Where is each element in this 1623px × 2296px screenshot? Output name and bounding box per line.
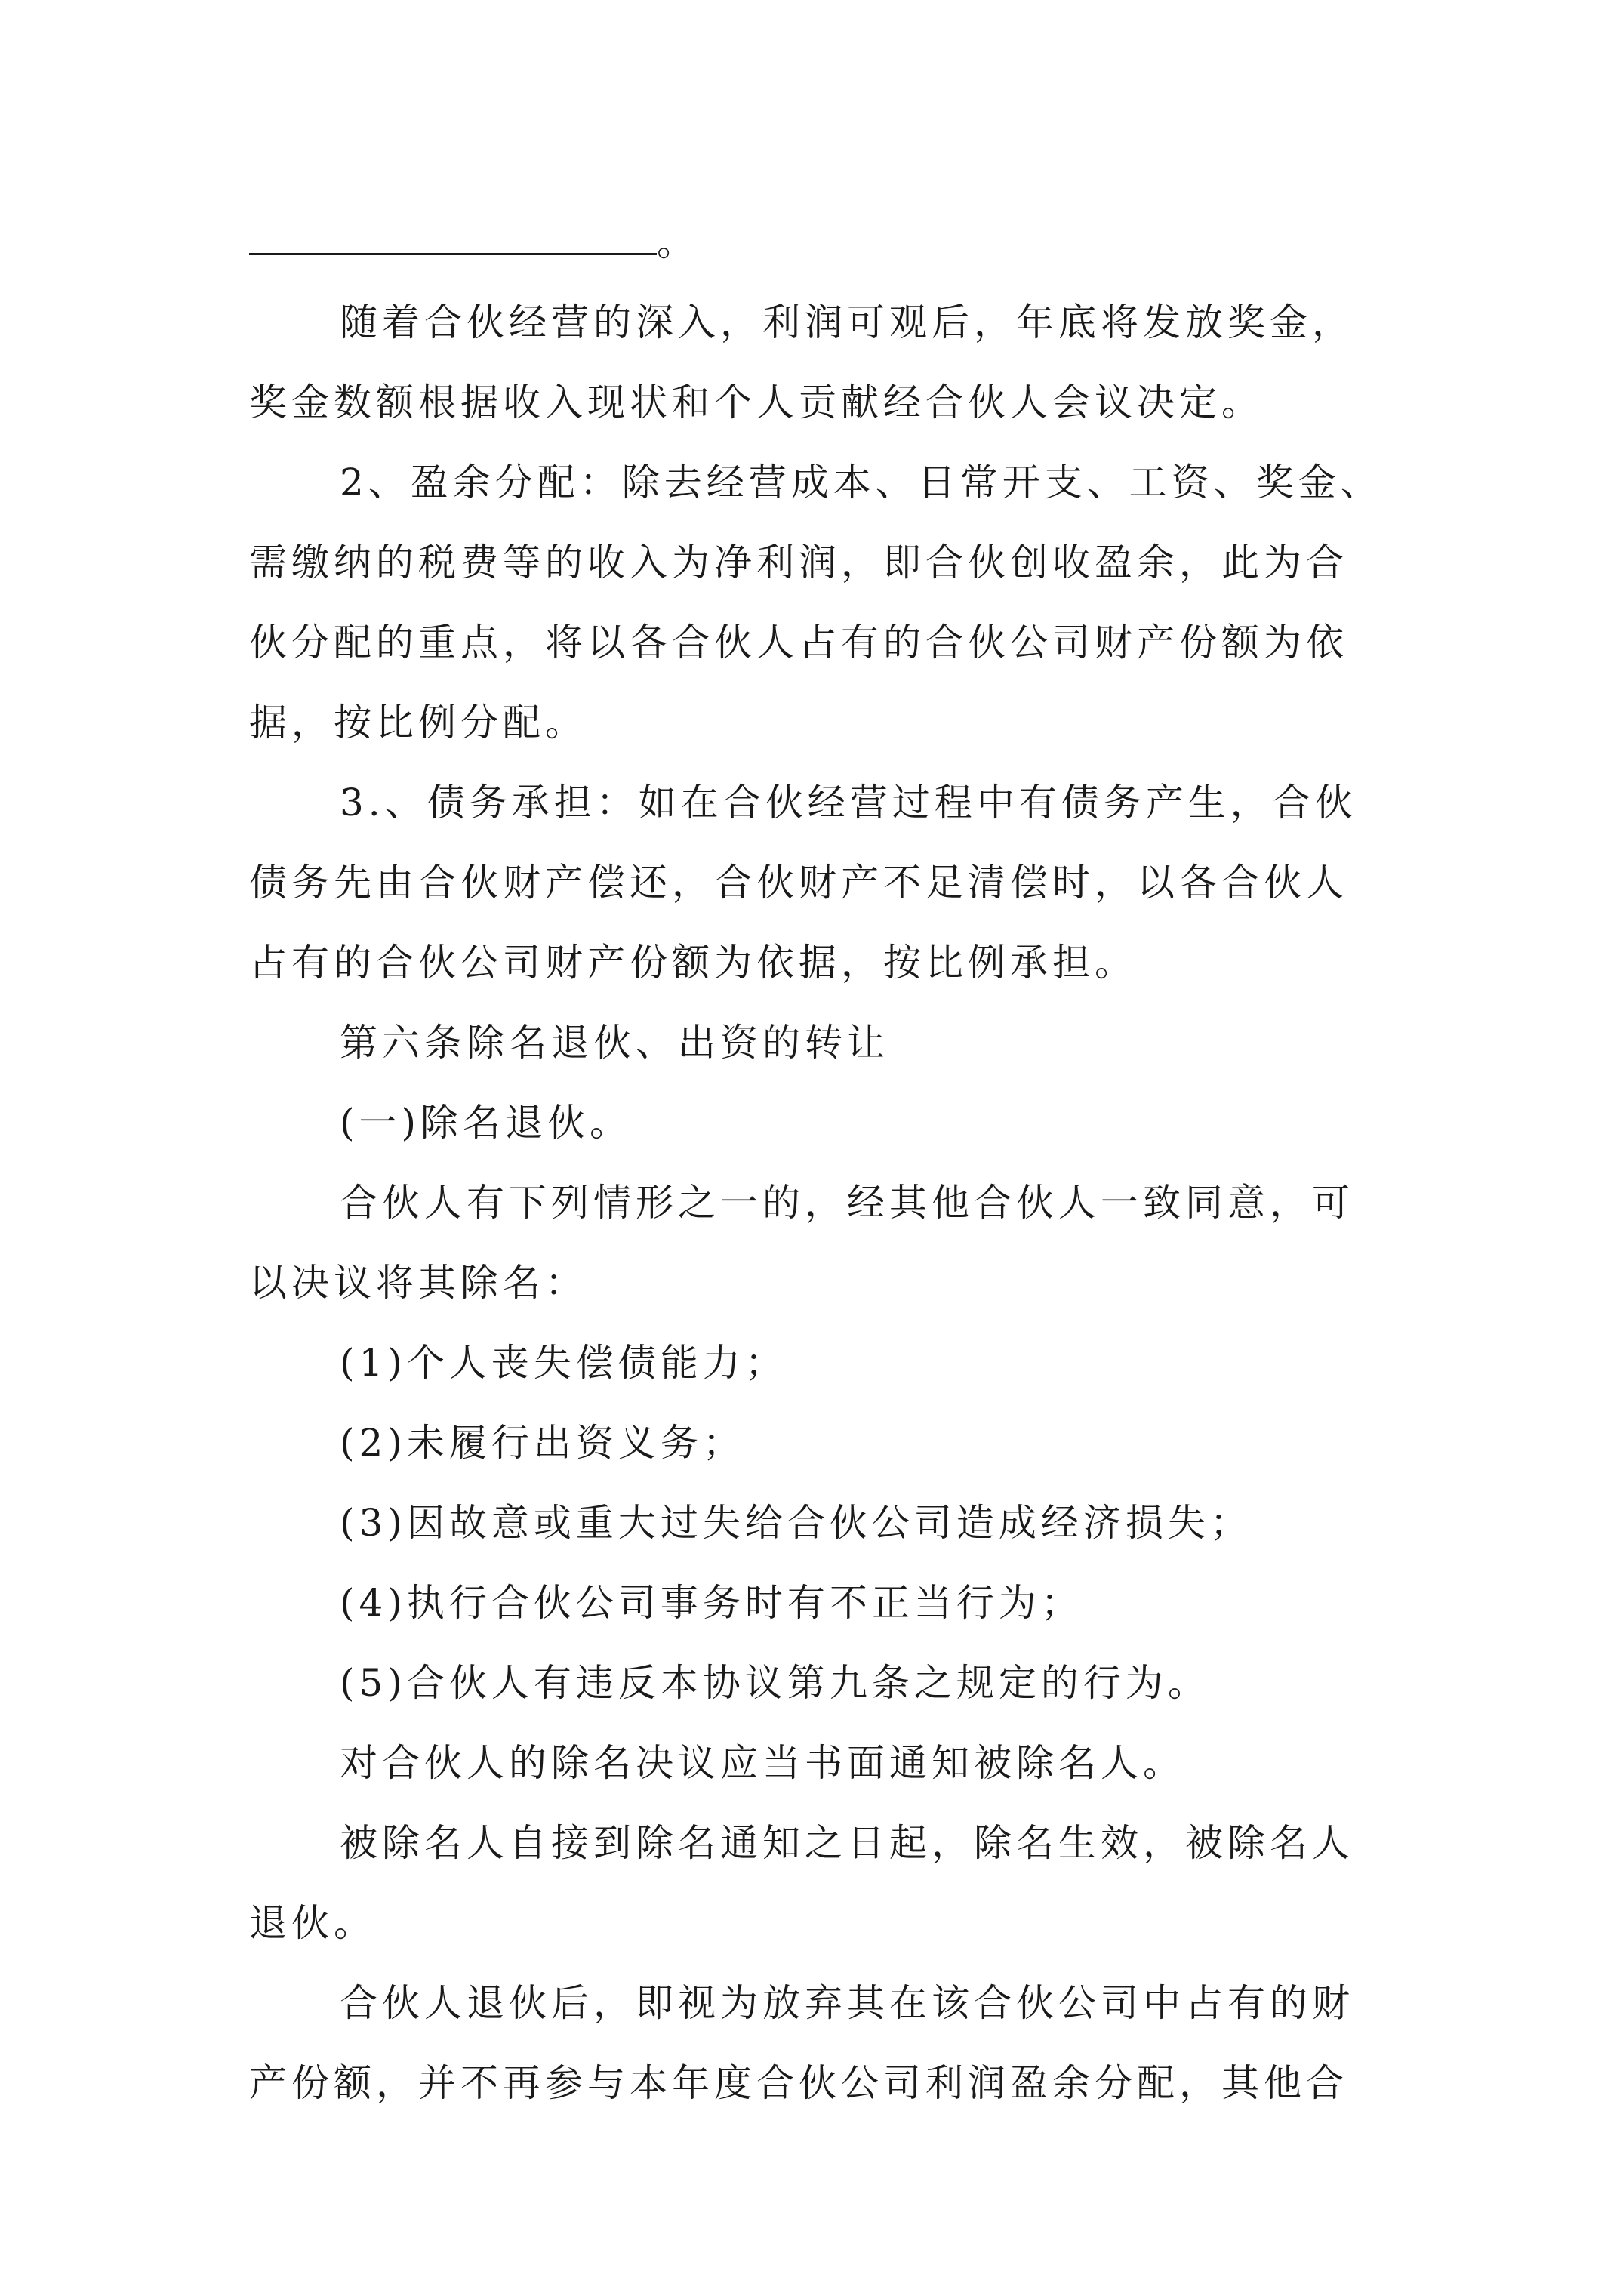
paragraph-line: 以决议将其除名： xyxy=(249,1261,587,1305)
subsection-heading: (一)除名退伙。 xyxy=(340,1101,633,1145)
blank-underline xyxy=(249,209,657,255)
paragraph-line: 3.、债务承担：如在合伙经营过程中有债务产生，合伙 xyxy=(340,781,1357,824)
paragraph-line: 产份额，并不再参与本年度合伙公司利润盈余分配，其他合 xyxy=(249,2061,1348,2105)
paragraph-line: 需缴纳的税费等的收入为净利润，即合伙创收盈余，此为合 xyxy=(249,541,1348,584)
paragraph-line: 对合伙人的除名决议应当书面通知被除名人。 xyxy=(340,1741,1185,1785)
list-item: (4)执行合伙公司事务时有不正当行为； xyxy=(340,1581,1083,1625)
fill-in-blank-line xyxy=(249,202,1381,282)
section-heading: 第六条除名退伙、出资的转让 xyxy=(340,1021,889,1065)
paragraph-line: 债务先由合伙财产偿还，合伙财产不足清偿时，以各合伙人 xyxy=(249,861,1348,905)
paragraph-line: 合伙人退伙后，即视为放弃其在该合伙公司中占有的财 xyxy=(340,1981,1354,2025)
paragraph-line: 2、盈余分配：除去经营成本、日常开支、工资、奖金、 xyxy=(340,461,1383,504)
paragraph-line: 被除名人自接到除名通知之日起，除名生效，被除名人 xyxy=(340,1821,1354,1865)
paragraph-line: 据，按比例分配。 xyxy=(249,701,587,744)
list-item: (2)未履行出资义务； xyxy=(340,1421,745,1465)
paragraph-line: 随着合伙经营的深入，利润可观后，年底将发放奖金， xyxy=(340,300,1354,344)
paragraph-line: 伙分配的重点，将以各合伙人占有的合伙公司财产份额为依 xyxy=(249,621,1348,664)
paragraph-line: 合伙人有下列情形之一的，经其他合伙人一致同意，可 xyxy=(340,1181,1354,1225)
document-body xyxy=(249,202,1381,2123)
list-item: (3)因故意或重大过失给合伙公司造成经济损失； xyxy=(340,1501,1252,1545)
paragraph-line: 奖金数额根据收入现状和个人贡献经合伙人会议决定。 xyxy=(249,381,1264,424)
paragraph-line: 退伙。 xyxy=(249,1901,376,1945)
paragraph-line: 占有的合伙公司财产份额为依据，按比例承担。 xyxy=(249,941,1137,985)
list-item: (5)合伙人有违反本协议第九条之规定的行为。 xyxy=(340,1661,1210,1705)
trailing-period: 。 xyxy=(657,220,699,264)
list-item: (1)个人丧失偿债能力； xyxy=(340,1341,787,1385)
